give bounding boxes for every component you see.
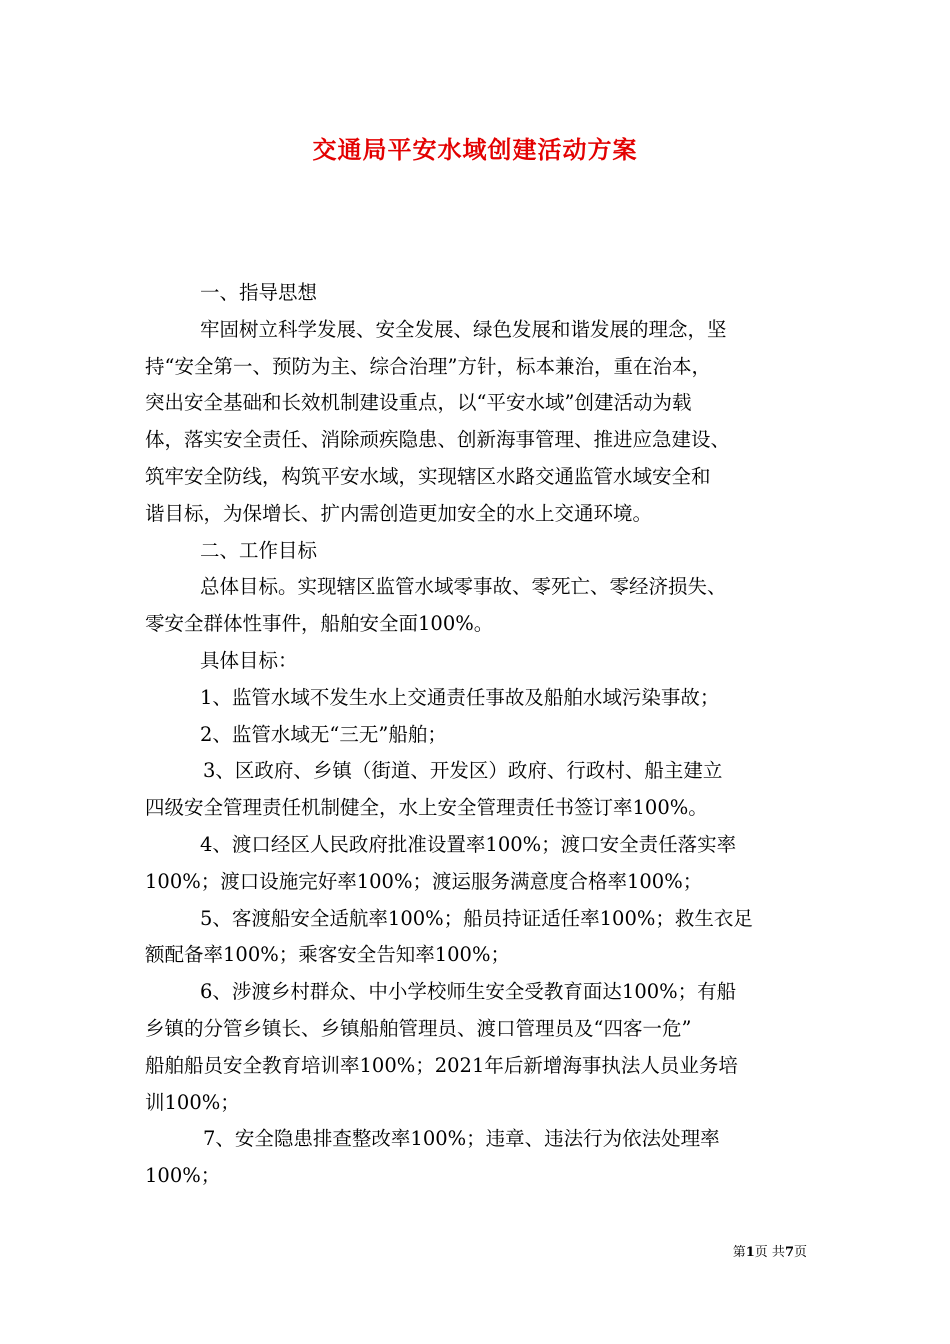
list-item: 2、监管水域无“三无”船舶； xyxy=(200,722,447,746)
paragraph-line: 突出安全基础和长效机制建设重点，以“平安水域”创建活动为载 xyxy=(145,391,692,415)
list-item-continuation: 额配备率100%；乘客安全告知率100%； xyxy=(145,943,510,967)
list-item: 5、客渡船安全适航率100%；船员持证适任率100%；救生衣足 xyxy=(200,906,753,930)
current-page-number: 1 xyxy=(745,1245,755,1260)
list-item-continuation: 100%； xyxy=(145,1164,221,1188)
footer-suffix: 页 xyxy=(793,1245,807,1260)
paragraph-line: 具体目标： xyxy=(200,648,298,672)
list-item-continuation: 船舶船员安全教育培训率100%；2021年后新增海事执法人员业务培 xyxy=(145,1053,738,1077)
paragraph-line: 牢固树立科学发展、安全发展、绿色发展和谐发展的理念，坚 xyxy=(200,317,727,341)
list-item: 4、渡口经区人民政府批准设置率100%；渡口安全责任落实率 xyxy=(200,832,737,856)
list-item: 6、涉渡乡村群众、中小学校师生安全受教育面达100%；有船 xyxy=(200,980,737,1004)
paragraph-line: 零安全群体性事件，船舶安全面100%。 xyxy=(145,612,494,636)
paragraph-line: 总体目标。实现辖区监管水域零事故、零死亡、零经济损失、 xyxy=(200,575,727,599)
footer-prefix: 第 xyxy=(732,1245,746,1260)
paragraph-line: 持“安全第一、预防为主、综合治理”方针，标本兼治，重在治本， xyxy=(145,354,711,378)
footer-middle: 页 共 xyxy=(754,1245,785,1260)
section-heading-work-goals: 二、工作目标 xyxy=(200,538,318,562)
list-item-continuation: 训100%； xyxy=(145,1090,240,1114)
list-item: 7、安全隐患排查整改率100%；违章、违法行为依法处理率 xyxy=(203,1127,720,1151)
page-footer xyxy=(733,1244,807,1262)
section-heading-guiding-ideology: 一、指导思想 xyxy=(200,281,318,304)
document-title: 交通局平安水域创建活动方案 xyxy=(312,135,638,164)
document-body xyxy=(145,275,810,1195)
paragraph-line: 体，落实安全责任、消除顽疾隐患、创新海事管理、推进应急建设、 xyxy=(145,428,731,452)
total-pages-number: 7 xyxy=(784,1245,794,1260)
paragraph-line: 谐目标，为保增长、扩内需创造更加安全的水上交通环境。 xyxy=(145,501,653,525)
paragraph-line: 筑牢安全防线，构筑平安水域，实现辖区水路交通监管水域安全和 xyxy=(145,464,711,488)
list-item-continuation: 100%；渡口设施完好率100%；渡运服务满意度合格率100%； xyxy=(145,869,703,893)
list-item-continuation: 乡镇的分管乡镇长、乡镇船舶管理员、渡口管理员及“四客一危” xyxy=(145,1016,692,1040)
list-item: 3、区政府、乡镇（街道、开发区）政府、行政村、船主建立 xyxy=(203,759,723,783)
list-item: 1、监管水域不发生水上交通责任事故及船舶水域污染事故； xyxy=(200,685,720,709)
list-item-continuation: 四级安全管理责任机制健全，水上安全管理责任书签订率100%。 xyxy=(145,796,708,820)
